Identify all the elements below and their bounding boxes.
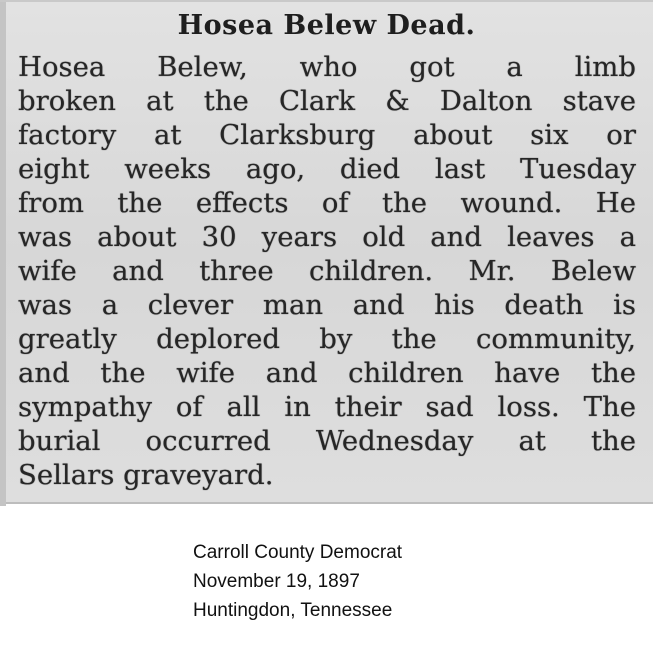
- clipping-line: from the effects of the wound. He: [18, 187, 636, 219]
- clipping-edge: [0, 2, 6, 506]
- source-caption: [193, 538, 402, 625]
- caption-newspaper: Carroll County Democrat: [193, 542, 403, 563]
- clipping-line: was a clever man and his death is: [18, 289, 636, 321]
- clipping-line: sympathy of all in their sad loss. The: [18, 391, 636, 423]
- clipping-line: was about 30 years old and leaves a: [18, 221, 636, 253]
- clipping-headline: Hosea Belew Dead.: [177, 10, 476, 41]
- clipping-line: factory at Clarksburg about six or: [18, 119, 636, 151]
- caption-date: November 19, 1897: [193, 571, 360, 592]
- clipping-line: burial occurred Wednesday at the: [18, 425, 636, 457]
- clipping-line: eight weeks ago, died last Tuesday: [18, 153, 636, 185]
- clipping-line: and the wife and children have the: [18, 357, 636, 389]
- clipping-line: greatly deplored by the community,: [18, 323, 636, 355]
- clipping-line: Hosea Belew, who got a limb: [18, 51, 636, 83]
- caption-location: Huntingdon, Tennessee: [193, 600, 393, 621]
- clipping-line: Sellars graveyard.: [18, 459, 274, 491]
- clipping-body: [18, 50, 636, 492]
- clipping-line: wife and three children. Mr. Belew: [18, 255, 636, 287]
- clipping-line: broken at the Clark & Dalton stave: [18, 85, 636, 117]
